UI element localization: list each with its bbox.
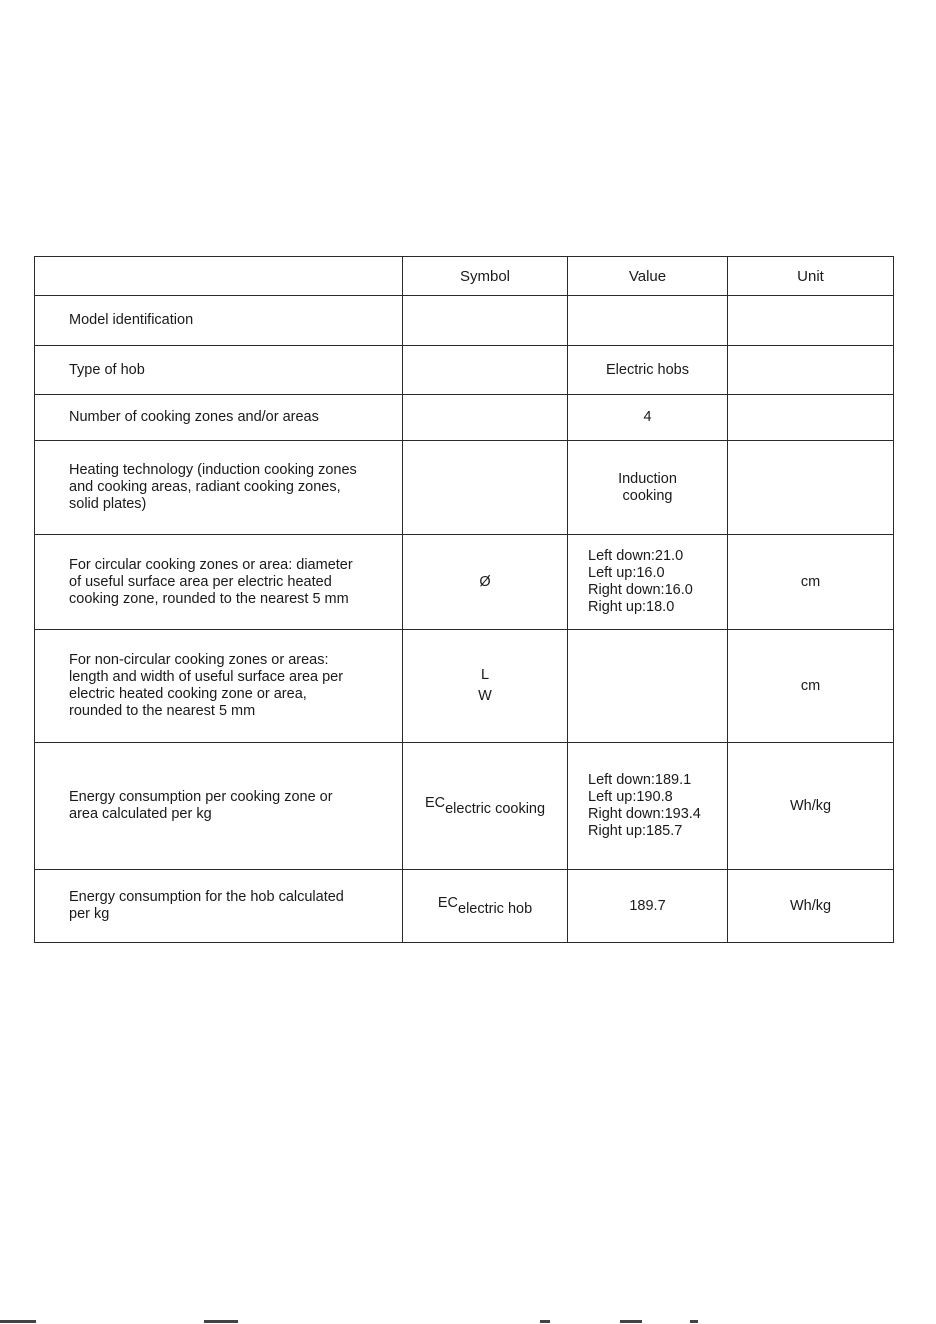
hob-spec-table xyxy=(34,256,894,943)
value-line: Right up:185.7 xyxy=(588,823,683,839)
table-row xyxy=(35,346,894,395)
row-value xyxy=(568,630,728,743)
row-value xyxy=(568,296,728,346)
description-line: solid plates) xyxy=(69,496,147,512)
ec-symbol-subscript: electric cooking xyxy=(445,800,546,817)
row-unit: cm xyxy=(728,630,894,743)
value-line: Right up:18.0 xyxy=(588,599,675,615)
description-line: per kg xyxy=(69,906,110,922)
description-line: Model identification xyxy=(69,312,194,328)
header-unit: Unit xyxy=(728,257,894,296)
row-description xyxy=(35,630,403,743)
description-line: of useful surface area per electric heated xyxy=(69,573,332,590)
row-value: 4 xyxy=(568,395,728,441)
row-symbol xyxy=(403,870,568,943)
row-unit: Wh/kg xyxy=(728,870,894,943)
ec-symbol xyxy=(425,795,545,818)
description-line: Number of cooking zones and/or areas xyxy=(69,409,319,425)
row-unit xyxy=(728,346,894,395)
header-value: Value xyxy=(568,257,728,296)
row-value xyxy=(568,535,728,630)
row-value xyxy=(568,743,728,870)
description-line: For circular cooking zones or area: diameter xyxy=(69,556,353,573)
value-line: Induction xyxy=(618,470,677,487)
table-row xyxy=(35,535,894,630)
description-line: area calculated per kg xyxy=(69,806,212,822)
row-description xyxy=(35,346,403,395)
ec-symbol-subscript: electric hob xyxy=(458,900,533,917)
description-line: Energy consumption for the hob calculated xyxy=(69,889,344,905)
value-line: Right down:193.4 xyxy=(588,806,701,822)
table-row xyxy=(35,395,894,441)
table-row xyxy=(35,441,894,535)
row-unit: Wh/kg xyxy=(728,743,894,870)
description-line: length and width of useful surface area per xyxy=(69,669,344,685)
row-unit: cm xyxy=(728,535,894,630)
description-line: Heating technology (induction cooking zones xyxy=(69,462,357,478)
row-symbol xyxy=(403,630,568,743)
row-value: 189.7 xyxy=(568,870,728,943)
row-description xyxy=(35,870,403,943)
description-line: cooking zone, rounded to the nearest 5 mm xyxy=(69,590,349,607)
row-unit xyxy=(728,296,894,346)
value-line: Left down:189.1 xyxy=(588,772,692,788)
row-description xyxy=(35,743,403,870)
header-symbol: Symbol xyxy=(403,257,568,296)
value-line: Right down:16.0 xyxy=(588,582,693,598)
row-symbol: Ø xyxy=(403,535,568,630)
page-bottom-edge-marks xyxy=(0,1318,936,1324)
table-row xyxy=(35,630,894,743)
ec-symbol xyxy=(438,895,532,918)
symbol-width: W xyxy=(478,688,492,704)
row-symbol xyxy=(403,346,568,395)
row-symbol xyxy=(403,296,568,346)
row-description xyxy=(35,395,403,441)
row-symbol xyxy=(403,441,568,535)
row-description xyxy=(35,296,403,346)
table-row xyxy=(35,870,894,943)
table-header-row xyxy=(35,257,894,296)
row-value xyxy=(568,441,728,535)
row-description xyxy=(35,535,403,630)
row-value: Electric hobs xyxy=(568,346,728,395)
value-line: Left up:190.8 xyxy=(588,789,673,805)
table-row xyxy=(35,743,894,870)
symbol-length: L xyxy=(480,667,490,683)
description-line: rounded to the nearest 5 mm xyxy=(69,703,256,719)
ec-symbol-main: EC xyxy=(424,794,446,811)
value-line: Left up:16.0 xyxy=(588,565,665,581)
row-symbol xyxy=(403,743,568,870)
description-line: For non-circular cooking zones or areas: xyxy=(69,652,329,668)
row-description xyxy=(35,441,403,535)
description-line: and cooking areas, radiant cooking zones, xyxy=(69,479,341,495)
value-line: cooking xyxy=(622,487,673,504)
row-symbol xyxy=(403,395,568,441)
row-unit xyxy=(728,441,894,535)
header-description xyxy=(35,257,403,296)
description-line: electric heated cooking zone or area, xyxy=(69,686,307,702)
ec-symbol-main: EC xyxy=(437,894,458,911)
description-line: Type of hob xyxy=(69,361,145,378)
value-line: Left down:21.0 xyxy=(588,548,684,564)
description-line: Energy consumption per cooking zone or xyxy=(69,789,333,805)
table-row xyxy=(35,296,894,346)
row-unit xyxy=(728,395,894,441)
